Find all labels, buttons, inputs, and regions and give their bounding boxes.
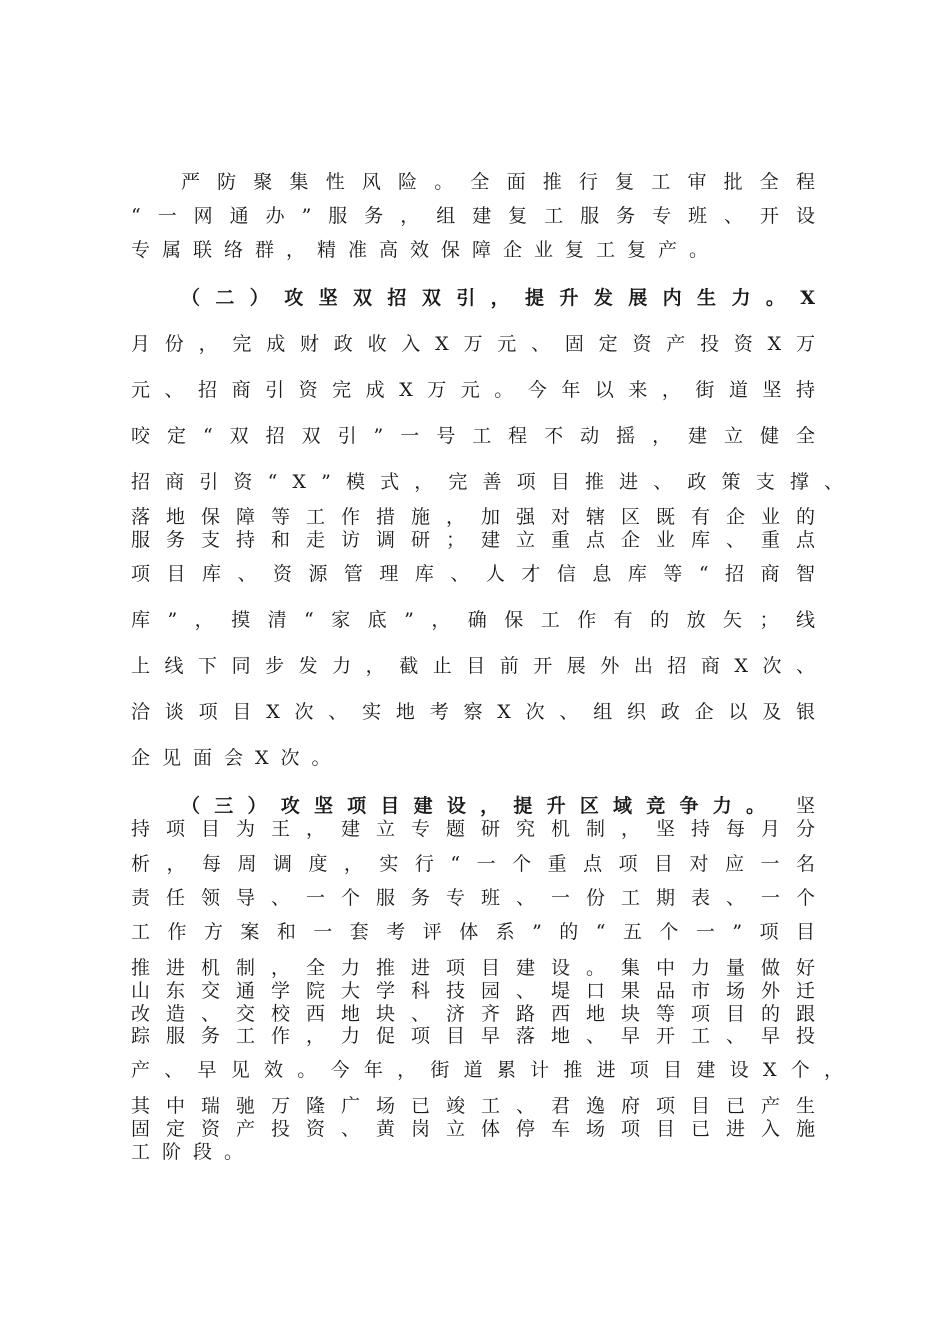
section-heading-2: （二）攻坚双招双引，提升发展内生力。X <box>181 287 831 309</box>
paragraph-line: 项目库、资源管理库、人才信息库等“招商智 <box>131 563 832 585</box>
paragraph-line: 固定资产投资、黄岗立体停车场项目已进入施 <box>131 1118 831 1140</box>
paragraph-line: 产、早见效。今年，街道累计推进项目建设X个， <box>131 1059 858 1081</box>
paragraph-line: 元、招商引资完成X万元。今年以来，街道坚持 <box>131 379 830 401</box>
paragraph-line: 析，每周调度，实行“一个重点项目对应一名 <box>131 853 832 875</box>
paragraph-line: 坚 <box>795 795 815 817</box>
paragraph-line: 山东交通学院大学科技园、堤口果品市场外迁 <box>131 980 831 1002</box>
paragraph-line: 咬定“双招双引”一号工程不动摇，建立健全 <box>131 425 832 447</box>
paragraph-line: 服务支持和走访调研；建立重点企业库、重点 <box>131 529 831 551</box>
paragraph-line: 企见面会X次。 <box>131 747 343 769</box>
paragraph-line: 专属联络群，精准高效保障企业复工复产。 <box>131 239 721 261</box>
paragraph-line: 工阶段。 <box>131 1141 256 1163</box>
paragraph-line: “一网通办”服务，组建复工服务专班、开设 <box>131 205 832 227</box>
paragraph-line: 落地保障等工作措施，加强对辖区既有企业的 <box>131 506 831 528</box>
paragraph-line: 严防聚集性风险。全面推行复工审批全程 <box>181 171 833 193</box>
paragraph-line: 其中瑞驰万隆广场已竣工、君逸府项目已产生 <box>131 1095 831 1117</box>
paragraph-line: 踪服务工作，力促项目早落地、早开工、早投 <box>131 1025 831 1047</box>
section-heading-3: （三）攻坚项目建设，提升区域竞争力。 <box>181 795 780 817</box>
paragraph-line: 推进机制，全力推进项目建设。集中力量做好 <box>131 957 831 979</box>
paragraph-line: 上线下同步发力，截止目前开展外出招商X次、 <box>131 655 830 677</box>
paragraph-line: 工作方案和一套考评体系”的“五个一”项目 <box>131 921 833 943</box>
paragraph-line: 招商引资“X”模式，完善项目推进、政策支撑、 <box>131 471 859 493</box>
paragraph-line: 洽谈项目X次、实地考察X次、组织政企以及银 <box>131 701 830 723</box>
paragraph-line: 持项目为王，建立专题研究机制，坚持每月分 <box>131 818 831 840</box>
paragraph-line: 库”，摸清“家底”，确保工作有的放矢；线 <box>131 609 833 631</box>
paragraph-line: 责任领导、一个服务专班、一份工期表、一个 <box>131 887 831 909</box>
paragraph-line: 改造、交校西地块、济齐路西地块等项目的跟 <box>131 1003 831 1025</box>
paragraph-line: 月份，完成财政收入X万元、固定资产投资X万 <box>131 333 830 355</box>
